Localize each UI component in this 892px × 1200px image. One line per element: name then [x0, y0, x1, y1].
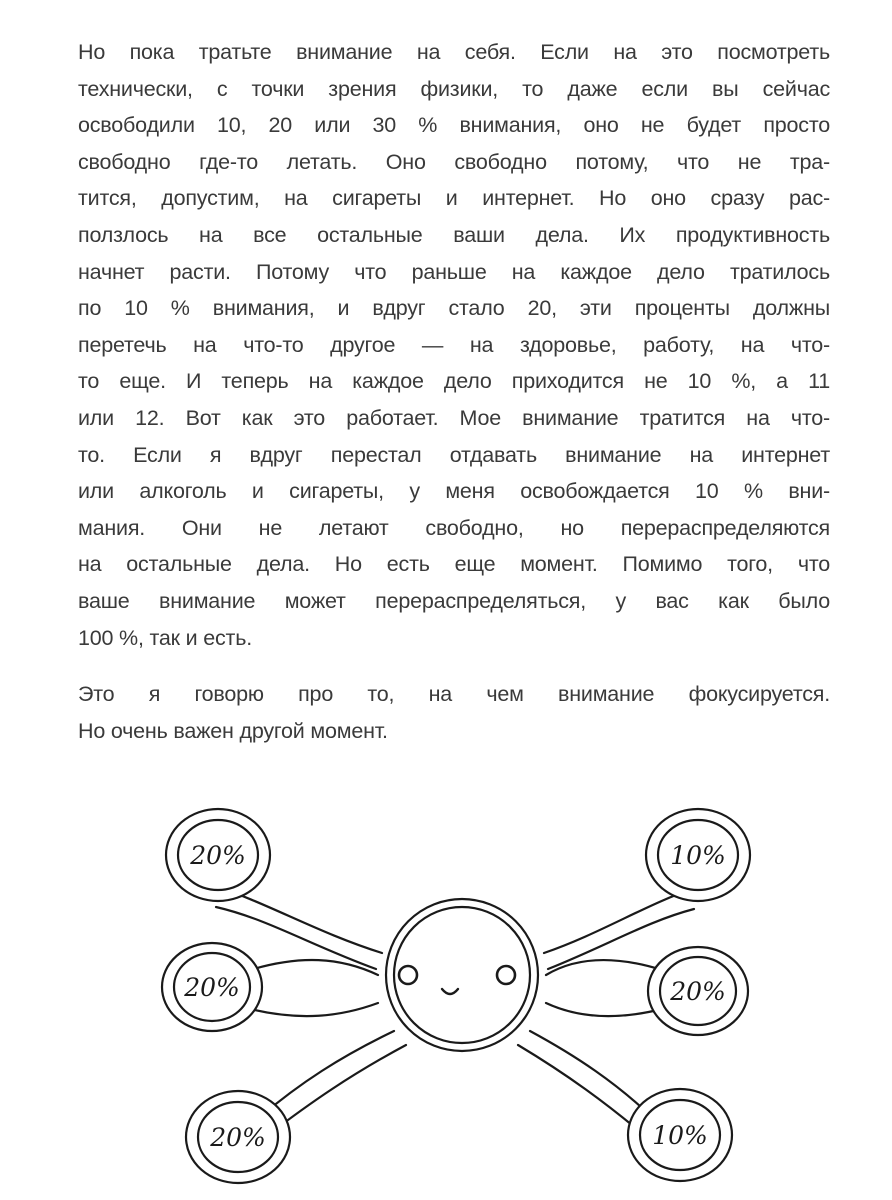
label-bottom-right: 10% [652, 1121, 708, 1150]
arm-mid-left [250, 1003, 378, 1016]
text-line: технически, с точки зрения физики, то даже если вы сейчас [78, 76, 830, 101]
label-mid-right: 20% [670, 977, 726, 1006]
attention-octopus-illustration [150, 795, 770, 1195]
text-line: Но очень важен другой момент. [78, 718, 388, 743]
arm-bottom-right [518, 1045, 644, 1135]
text-line: на остальные дела. Но есть еще момент. Помимо того, что [78, 552, 830, 577]
text-line: то еще. И теперь на каждое дело приходится не 10 %, а 11 [78, 369, 830, 394]
arm-mid-right [546, 1003, 662, 1016]
text-line: Но пока тратьте внимание на себя. Если на это посмотреть [78, 40, 830, 64]
text-line: 100 %, так и есть. [78, 625, 252, 650]
text-line: то. Если я вдруг перестал отдавать внимание на интернет [78, 442, 830, 467]
text-line: мания. Они не летают свободно, но перераспределяются [78, 515, 830, 540]
text-line: освободили 10, 20 или 30 % внимания, оно не будет просто [78, 113, 830, 138]
paragraph-1 [78, 34, 830, 656]
text-line: по 10 % внимания, и вдруг стало 20, эти проценты должны [78, 296, 830, 321]
paragraph-2 [78, 676, 830, 749]
text-line: начнет расти. Потому что раньше на каждое дело тратилось [78, 259, 830, 284]
label-mid-left: 20% [184, 973, 240, 1002]
text-line: ваше внимание может перераспределяться, у вас как было [78, 588, 830, 613]
arm-bottom-right [530, 1031, 652, 1117]
arm-bottom-left [268, 1045, 406, 1135]
text-line: или алкоголь и сигареты, у меня освобождается 10 % вни- [78, 479, 830, 504]
text-line: перетечь на что-то другое — на здоровье, работу, на что- [78, 332, 830, 357]
arm-bottom-left [260, 1031, 394, 1117]
text-line: тится, допустим, на сигареты и интернет. Но оно сразу рас- [78, 186, 830, 211]
text-line: Это я говорю про то, на чем внимание фокусируется. [78, 682, 830, 706]
text-line: свободно где-то летать. Оно свободно потому, что не тра- [78, 149, 830, 174]
text-line: или 12. Вот как это работает. Мое внимание тратится на что- [78, 405, 830, 430]
text-line: ползлось на все остальные ваши дела. Их продуктивность [78, 222, 830, 247]
label-top-right: 10% [670, 841, 726, 870]
label-bottom-left: 20% [210, 1123, 266, 1152]
label-top-left: 20% [190, 841, 246, 870]
